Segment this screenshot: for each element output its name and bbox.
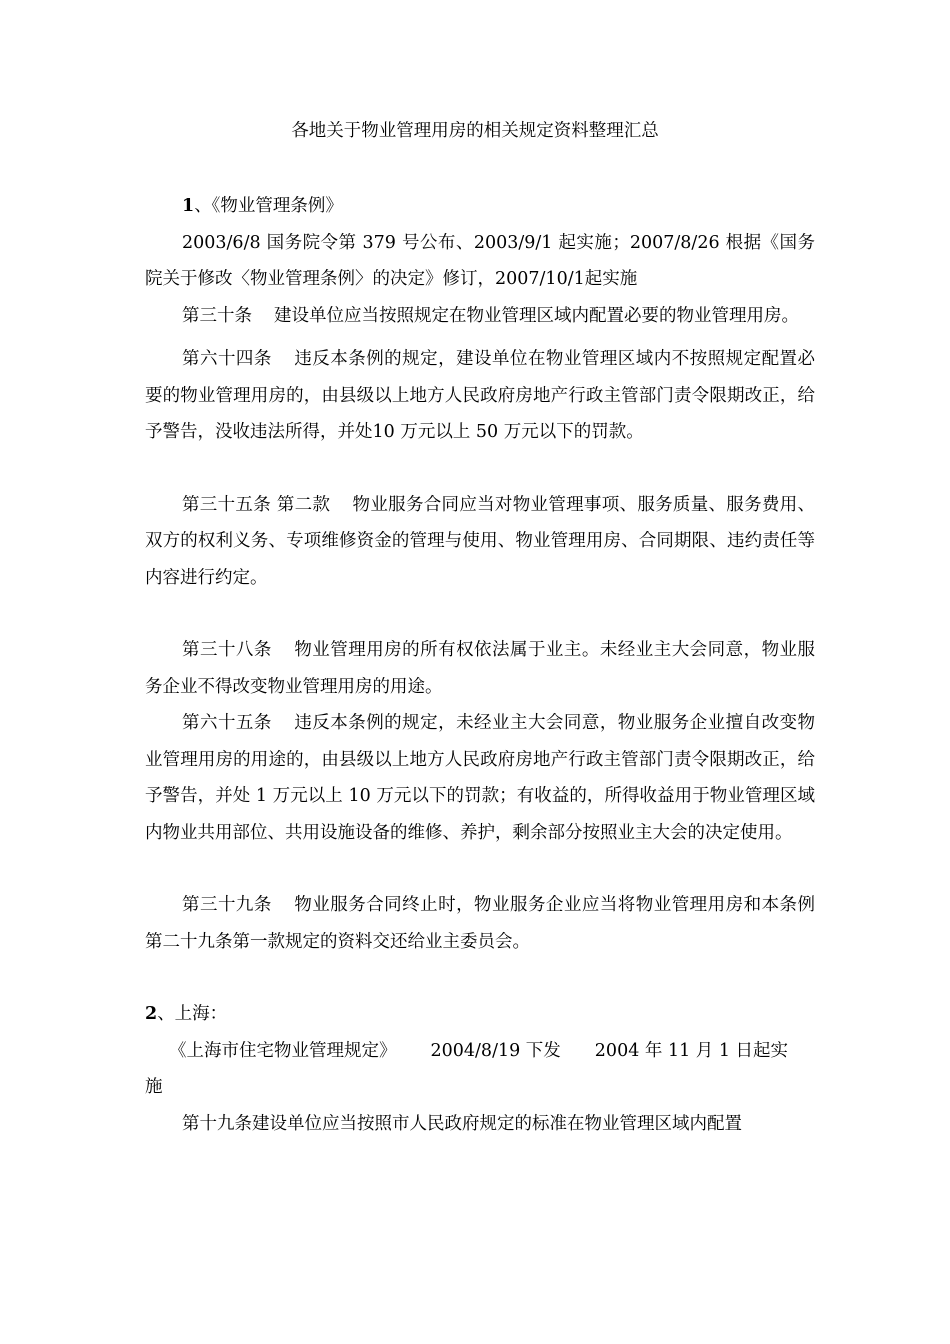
regulation-effective: 2004 年 11 月 1 日起实 <box>594 1040 789 1061</box>
regulation-name: 《上海市住宅物业管理规定》 <box>169 1040 397 1061</box>
article-paragraph <box>145 632 815 705</box>
article-label: 第三十九条 <box>182 895 272 915</box>
regulation-line-continued: 施 <box>145 1077 163 1097</box>
document-title: 各地关于物业管理用房的相关规定资料整理汇总 <box>291 121 659 141</box>
article-paragraph <box>145 705 815 851</box>
article-text: 第十九条建设单位应当按照市人民政府规定的标准在物业管理区域内配置 <box>182 1113 742 1134</box>
article-label: 第三十八条 <box>182 640 272 660</box>
section-heading-2 <box>145 996 815 1033</box>
section-heading-1 <box>145 188 815 225</box>
article-text: 建设单位应当按照规定在物业管理区域内配置必要的物业管理用房。 <box>274 305 799 326</box>
article-text: 违反本条例的规定，建设单位在物业管理区域内不按照规定配置必要的物业管理用房的，由县级以上地方人民政府房地产行政主管部门责令限期改正，给予警告，没收违法所得，并处10 万元以上 50 万元以下的罚款。 <box>145 349 816 442</box>
article-paragraph <box>145 887 815 960</box>
article-paragraph <box>145 1106 815 1143</box>
article-label: 第六十四条 <box>182 349 272 369</box>
article-paragraph <box>145 487 815 597</box>
article-label: 第三十五条 第二款 <box>182 494 331 515</box>
article-text: 物业服务合同应当对物业管理事项、服务质量、服务费用、双方的权利义务、专项维修资金的管理与使用、物业管理用房、合同期限、违约责任等内容进行约定。 <box>145 494 816 588</box>
section-number: 1 <box>182 196 195 216</box>
section-heading-text: 、《物业管理条例》 <box>194 196 343 216</box>
section-heading-text: 、上海： <box>157 1004 228 1024</box>
article-label: 第六十五条 <box>182 713 272 733</box>
regulation-issued: 2004/8/19 下发 <box>430 1040 561 1061</box>
regulation-line <box>145 1033 815 1070</box>
article-label: 第三十条 <box>182 305 252 326</box>
article-paragraph <box>145 298 815 335</box>
section-intro: 2003/6/8 国务院令第 379 号公布、2003/9/1 起实施；2007/8/26 根据《国务院关于修改〈物业管理条例〉的决定》修订，2007/10/1起实施 <box>145 232 815 289</box>
section-number: 2 <box>145 1004 158 1024</box>
article-text: 物业服务合同终止时，物业服务企业应当将物业管理用房和本条例第二十九条第一款规定的资料交还给业主委员会。 <box>145 895 816 952</box>
document-body <box>145 188 815 1142</box>
article-paragraph <box>145 341 815 451</box>
article-text: 违反本条例的规定，未经业主大会同意，物业服务企业擅自改变物业管理用房的用途的，由县级以上地方人民政府房地产行政主管部门责令限期改正，给予警告，并处 1 万元以上 10 万元以下的罚款；有收益的，所得收益用于物业管理区域内物业共用部位、共用设施设备的维修、养护，剩余部分按照业主大会的决定使用。 <box>145 713 816 843</box>
article-text: 物业管理用房的所有权依法属于业主。未经业主大会同意，物业服务企业不得改变物业管理用房的用途。 <box>145 640 816 697</box>
